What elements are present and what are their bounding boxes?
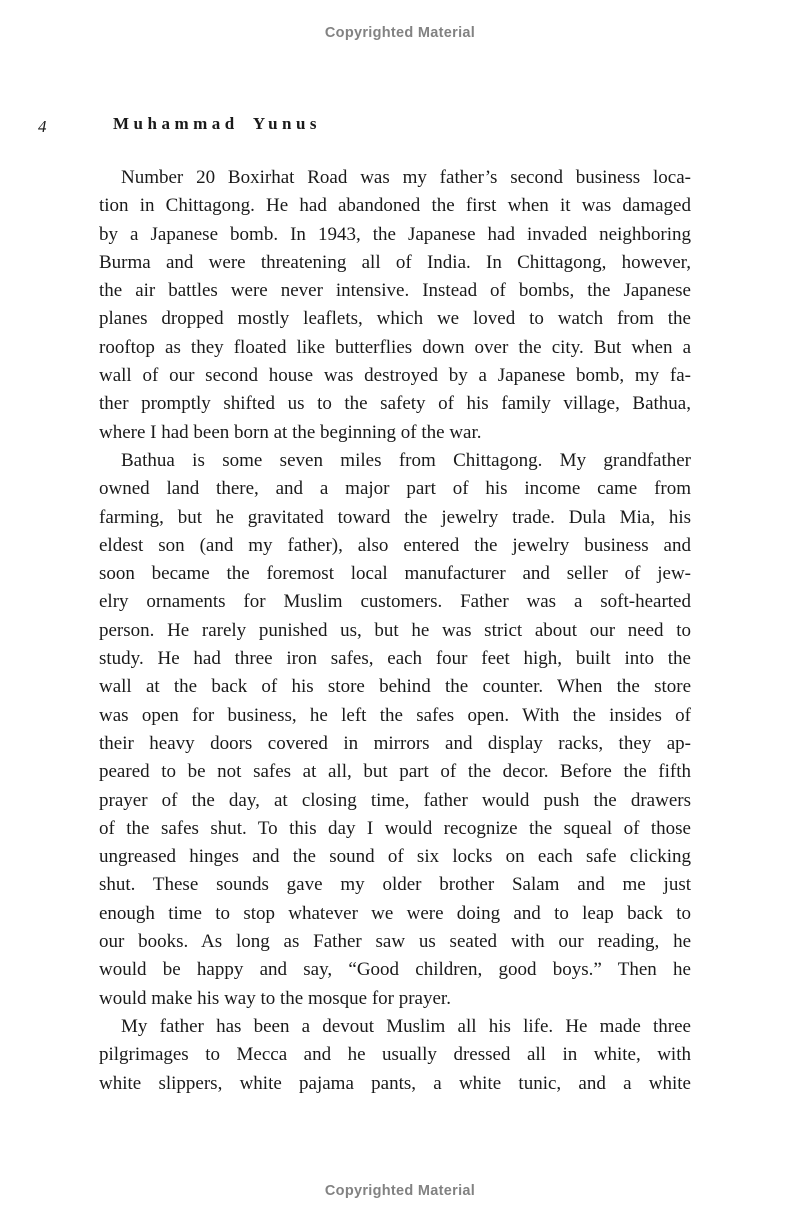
text-line: by a Japanese bomb. In 1943, the Japanese had invaded neighboring (99, 223, 691, 245)
text-line: was open for business, he left the safes open. With the insides of (99, 704, 691, 726)
text-line: My father has been a devout Muslim all his life. He made three (121, 1015, 691, 1037)
text-line: Bathua is some seven miles from Chittagong. My grandfather (121, 449, 691, 471)
text-line: ungreased hinges and the sound of six locks on each safe clicking (99, 846, 691, 868)
text-line: of the safes shut. To this day I would recognize the squeal of those (99, 817, 691, 839)
text-line: Burma and were threatening all of India. In Chittagong, however, (99, 251, 691, 273)
text-line: peared to be not safes at all, but part of the decor. Before the fifth (99, 761, 691, 783)
text-line: tion in Chittagong. He had abandoned the first when it was damaged (99, 195, 691, 217)
copyright-notice-top: Copyrighted Material (324, 25, 476, 41)
body-text (99, 164, 691, 1098)
text-line: prayer of the day, at closing time, father would push the drawers (99, 789, 691, 811)
text-line: rooftop as they floated like butterflies down over the city. But when a (99, 336, 691, 358)
text-line: our books. As long as Father saw us seated with our reading, he (99, 931, 691, 953)
text-line: study. He had three iron safes, each four feet high, built into the (99, 648, 691, 670)
text-line: where I had been born at the beginning of the war. (99, 421, 482, 443)
text-line: Number 20 Boxirhat Road was my father’s second business loca- (121, 167, 691, 188)
text-line: wall at the back of his store behind the counter. When the store (99, 676, 691, 698)
text-line: enough time to stop whatever we were doing and to leap back to (99, 902, 691, 924)
text-line: eldest son (and my father), also entered the jewelry business and (99, 534, 691, 556)
text-line: planes dropped mostly leaflets, which we loved to watch from the (99, 308, 691, 330)
text-line: shut. These sounds gave my older brother Salam and me just (99, 874, 691, 896)
text-line: the air battles were never intensive. Instead of bombs, the Japanese (99, 280, 691, 302)
copyright-notice-bottom: Copyrighted Material (324, 1183, 476, 1199)
text-line: owned land there, and a major part of his income came from (99, 478, 691, 500)
text-line: their heavy doors covered in mirrors and display racks, they ap- (99, 732, 691, 754)
text-line: farming, but he gravitated toward the jewelry trade. Dula Mia, his (99, 506, 691, 528)
page-header (0, 114, 800, 144)
text-line: ther promptly shifted us to the safety of his family village, Bathua, (99, 393, 691, 415)
text-line: soon became the foremost local manufacturer and seller of jew- (99, 563, 691, 585)
text-line: wall of our second house was destroyed by a Japanese bomb, my fa- (99, 365, 691, 387)
running-head-author: Muhammad Yunus (113, 114, 322, 133)
text-line: person. He rarely punished us, but he was strict about our need to (99, 619, 691, 641)
text-line: pilgrimages to Mecca and he usually dressed all in white, with (99, 1044, 691, 1066)
text-line: would be happy and say, “Good children, good boys.” Then he (99, 959, 691, 981)
text-line: elry ornaments for Muslim customers. Father was a soft-hearted (99, 591, 691, 613)
text-line: white slippers, white pajama pants, a white tunic, and a white (99, 1072, 691, 1094)
text-line: would make his way to the mosque for prayer. (99, 987, 451, 1009)
page-number: 4 (38, 117, 47, 136)
